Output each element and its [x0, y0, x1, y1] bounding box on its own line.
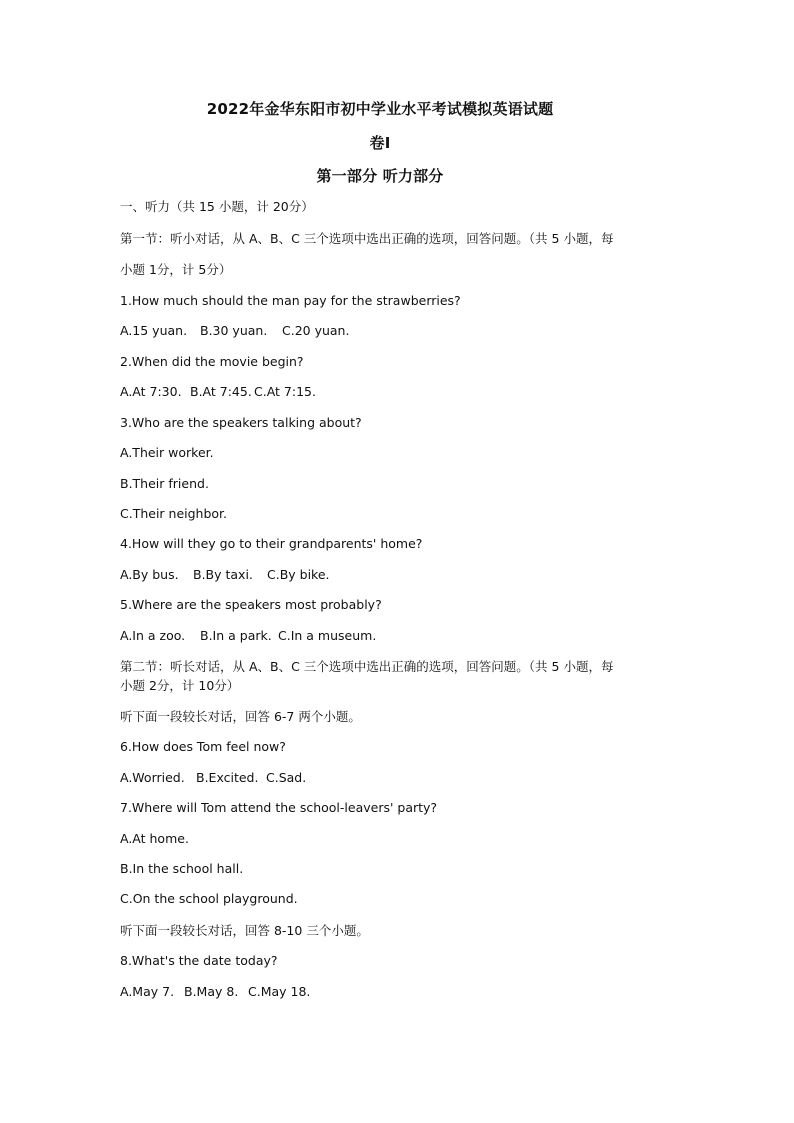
part-title: 第一部分 听力部分 — [316, 167, 444, 185]
question-2: 2.When did the movie begin? — [120, 354, 304, 369]
question-5-options — [120, 627, 680, 645]
question-3-option-b: B.Their friend. — [120, 476, 209, 491]
option-a: A.In a zoo. — [120, 628, 186, 643]
question-1-options — [120, 322, 680, 340]
section1-intro-line2: 小题 1分，计 5分） — [120, 262, 232, 277]
question-2-options — [120, 383, 680, 401]
option-b: B.In a park. — [200, 628, 272, 643]
volume-label: 卷Ⅰ — [369, 134, 391, 152]
option-c: C.20 yuan. — [282, 323, 350, 338]
option-b: B.By taxi. — [193, 567, 253, 582]
question-4-options — [120, 566, 680, 584]
option-a: A.Worried. — [120, 770, 185, 785]
option-b: B.30 yuan. — [200, 323, 268, 338]
question-6: 6.How does Tom feel now? — [120, 739, 286, 754]
option-c: C.Sad. — [266, 770, 307, 785]
option-c: C.At 7:15. — [254, 384, 316, 399]
question-6-options — [120, 769, 680, 787]
option-a: A.15 yuan. — [120, 323, 188, 338]
question-3: 3.Who are the speakers talking about? — [120, 415, 362, 430]
question-8-options — [120, 983, 680, 1001]
listening-heading: 一、听力（共 15 小题，计 20分） — [120, 199, 314, 214]
option-a: A.By bus. — [120, 567, 179, 582]
question-7: 7.Where will Tom attend the school-leavers' party? — [120, 800, 438, 815]
question-1: 1.How much should the man pay for the strawberries? — [120, 293, 461, 308]
option-c: C.In a museum. — [278, 628, 377, 643]
question-3-option-a: A.Their worker. — [120, 445, 214, 460]
question-3-option-c: C.Their neighbor. — [120, 506, 228, 521]
section2-intro-line1: 第二节：听长对话，从 A、B、C 三个选项中选出正确的选项，回答问题。（共 5 小题，每 — [120, 659, 614, 674]
question-5: 5.Where are the speakers most probably? — [120, 597, 382, 612]
option-b: B.At 7:45. — [190, 384, 252, 399]
option-c: C.By bike. — [267, 567, 330, 582]
question-7-option-a: A.At home. — [120, 831, 189, 846]
dialog1-intro: 听下面一段较长对话，回答 6-7 两个小题。 — [120, 709, 361, 724]
question-7-option-b: B.In the school hall. — [120, 861, 244, 876]
option-a: A.At 7:30. — [120, 384, 182, 399]
question-4: 4.How will they go to their grandparents' home? — [120, 536, 423, 551]
exam-title: 2022年金华东阳市初中学业水平考试模拟英语试题 — [206, 100, 554, 118]
question-8: 8.What's the date today? — [120, 953, 278, 968]
section2-intro-line2: 小题 2分，计 10分） — [120, 678, 240, 693]
section1-intro-line1: 第一节：听小对话，从 A、B、C 三个选项中选出正确的选项，回答问题。（共 5 小题，每 — [120, 231, 614, 246]
option-c: C.May 18. — [248, 984, 311, 999]
option-b: B.Excited. — [196, 770, 259, 785]
question-7-option-c: C.On the school playground. — [120, 891, 298, 906]
option-b: B.May 8. — [184, 984, 239, 999]
dialog2-intro: 听下面一段较长对话，回答 8-10 三个小题。 — [120, 923, 369, 938]
option-a: A.May 7. — [120, 984, 175, 999]
